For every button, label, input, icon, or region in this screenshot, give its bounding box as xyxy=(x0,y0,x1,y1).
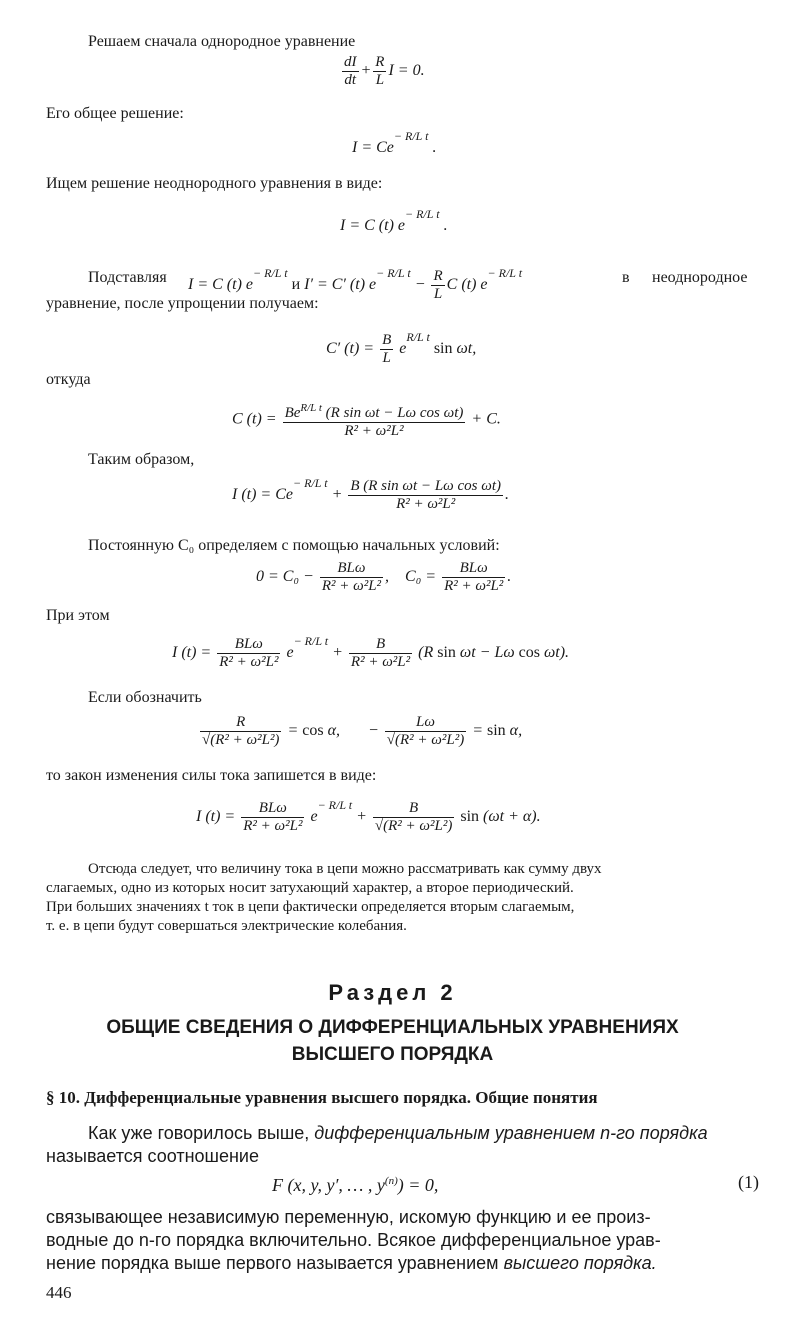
text-line: уравнение, после упрощении получаем: xyxy=(46,295,319,312)
page-number: 446 xyxy=(46,1283,72,1302)
equation-notation: $\frac{R}{\text{√(R² + ω²L²)}}$ = cos α, − $\frac{L\omega}{\text{√(R² + ω²L²)}}$ = sin α, xyxy=(202,714,523,748)
text-line: в xyxy=(622,269,630,286)
text-line: Ищем решение неоднородного уравнения в виде: xyxy=(46,175,383,192)
equation-current-final: I (t) = $\frac{\text{BLω}}{\text{R² + ω²L²}}$ $e^{- R/L t}$ + $\frac{B}{\text{√(R² + ω²L²)}}$ sin (ωt + α). xyxy=(196,798,541,834)
text-line: слагаемых, одно из которых носит затухающий характер, а второе периодический. xyxy=(46,880,574,896)
text-line: то закон изменения силы тока запишется в виде: xyxy=(46,767,377,784)
text-line: Решаем сначала однородное уравнение xyxy=(88,33,356,50)
text-line: неоднородное xyxy=(652,269,748,286)
body-line: связывающее независимую переменную, искомую функцию и ее произ- xyxy=(46,1207,651,1227)
equation-general-solution: $I = Ce^{- R/L t}$ . xyxy=(352,129,437,156)
body-text: нение порядка выше первого называется уравнением xyxy=(46,1253,504,1273)
equation-c-of-t: C (t) = $\frac{Be^{R/L t} (R \sin \omega t - L\omega \cos \omega t)}{\text{R² + ω²L²}}$ + C. xyxy=(232,402,501,439)
text-line: Таким образом, xyxy=(88,451,195,468)
text-line: При этом xyxy=(46,607,110,624)
equation-current: I $(t) = Ce^{- R/L t}$ + $\frac{\text{B (R sin ωt − Lω cos ωt)}}{\text{R² + ω²L²}}$ . xyxy=(232,476,509,512)
equation-homogeneous: $\frac{dI}{dt}$ + $\frac{R}{L}$ I = 0. xyxy=(344,54,425,88)
text-line: Постоянную C₀ определяем с помощью начальных условий: xyxy=(88,537,500,554)
equation-initial-conditions: 0 = C₀ − $\frac{\text{BLω}}{\text{R² + ω²L²}}$ , C₀ = $\frac{\text{BLω}}{\text{R² + ω²L²}}$ . xyxy=(256,560,512,594)
body-line: называется соотношение xyxy=(46,1146,259,1166)
section-title: ОБЩИЕ СВЕДЕНИЯ О ДИФФЕРЕНЦИАЛЬНЫХ УРАВНЕНИЯХ xyxy=(106,1017,679,1038)
body-line xyxy=(88,1122,708,1145)
text-line: откуда xyxy=(46,371,91,388)
text-line: При больших значениях t ток в цепи фактически определяется вторым слагаемым, xyxy=(46,899,575,915)
equation-general-form: F (x, y, y′, … , $y^{(n)}) = 0$, xyxy=(272,1175,439,1195)
subsection-heading: § 10. Дифференциальные уравнения высшего порядка. Общие понятия xyxy=(46,1088,598,1107)
body-text: Как уже говорилось выше, xyxy=(88,1123,315,1143)
equation-c-prime: C′ (t) = $\frac{B}{L}$ $e^{R/L t}$ sin ωt, xyxy=(326,330,477,366)
text-line: Отсюда следует, что величину тока в цепи можно рассматривать как сумму двух xyxy=(88,861,602,877)
term-definition: дифференциальным уравнением n-го порядка xyxy=(314,1123,708,1143)
equation-variation: I = C (t) $e^{- R/L t}$ . xyxy=(340,207,448,234)
body-line: водные до n-го порядка включительно. Всякое дифференциальное урав- xyxy=(46,1230,661,1250)
body-line xyxy=(46,1252,657,1275)
section-label: Раздел 2 xyxy=(328,980,457,1005)
text-line: Его общее решение: xyxy=(46,105,184,122)
text-line: Если обозначить xyxy=(88,689,202,706)
section-title: ВЫСШЕГО ПОРЯДКА xyxy=(291,1044,494,1065)
equation-substitution: I = C (t) $e^{- R/L t}$ и I′ = C′ (t) $e^{- R/L t}$ − $\frac{R}{L}$ C (t) $e^{- R/L t}$ xyxy=(188,266,523,302)
text-line: т. е. в цепи будут совершаться электрические колебания. xyxy=(46,918,407,934)
equation-number: (1) xyxy=(738,1172,759,1192)
equation-current-full: I (t) = $\frac{\text{BLω}}{\text{R² + ω²L²}}$ $e^{- R/L t}$ + $\frac{B}{\text{R² + ω²L²}}$ (R sin ωt − Lω cos ωt). xyxy=(172,634,570,670)
text-line: Подставляя xyxy=(88,269,167,286)
term-definition: высшего порядка. xyxy=(503,1253,657,1273)
